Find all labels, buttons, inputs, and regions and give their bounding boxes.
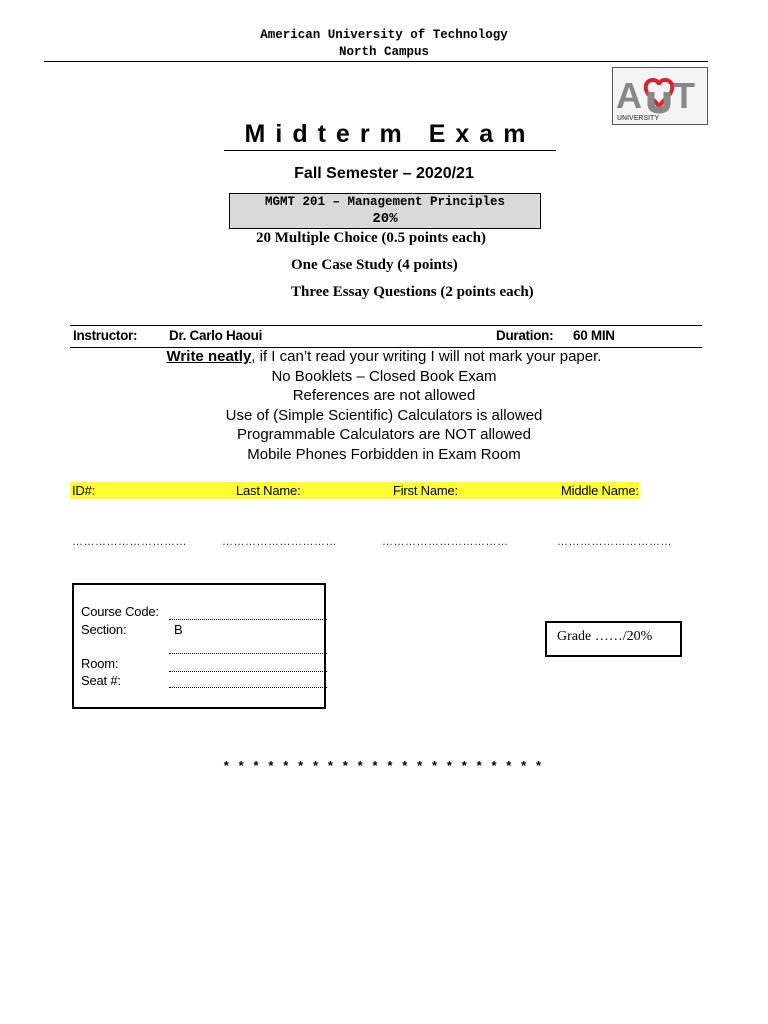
room-label: Room: bbox=[81, 656, 119, 671]
university-name: American University of Technology bbox=[260, 28, 508, 42]
instructor-name: Dr. Carlo Haoui bbox=[169, 328, 263, 343]
write-neatly-emphasis: Write neatly bbox=[166, 348, 252, 365]
last-name-label: Last Name: bbox=[236, 483, 301, 498]
rule-line: Programmable Calculators are NOT allowed bbox=[236, 426, 531, 443]
duration-label: Duration: bbox=[496, 328, 554, 343]
structure-multiple-choice: 20 Multiple Choice (0.5 points each) bbox=[256, 230, 486, 246]
seat-field[interactable] bbox=[169, 687, 327, 688]
grade-text: Grade ……/20% bbox=[557, 629, 653, 644]
student-fields-highlight bbox=[70, 482, 639, 499]
course-name: MGMT 201 – Management Principles bbox=[264, 195, 506, 209]
structure-essay: Three Essay Questions (2 points each) bbox=[291, 284, 534, 300]
logo-letter-a: A bbox=[616, 75, 642, 116]
middle-name-label: Middle Name: bbox=[561, 483, 639, 498]
write-neatly-rest: , if I can’t read your writing I will not mark your paper. bbox=[251, 348, 602, 365]
university-header bbox=[0, 27, 768, 61]
course-box bbox=[229, 193, 541, 229]
course-code-field[interactable] bbox=[169, 619, 327, 620]
last-name-field[interactable]: ………………………… bbox=[222, 536, 337, 548]
first-name-field[interactable]: …………………………… bbox=[382, 536, 509, 548]
exam-rules bbox=[0, 347, 768, 464]
section-field-line[interactable] bbox=[169, 653, 327, 654]
footer-stars: * * * * * * * * * * * * * * * * * * * * * * bbox=[223, 758, 545, 773]
first-name-label: First Name: bbox=[393, 483, 458, 498]
logo-letter-t: T bbox=[673, 75, 695, 116]
rule-line: No Booklets – Closed Book Exam bbox=[271, 367, 497, 385]
seat-label: Seat #: bbox=[81, 673, 121, 688]
header-divider bbox=[44, 61, 708, 62]
rule-line: Mobile Phones Forbidden in Exam Room bbox=[247, 445, 521, 463]
room-field[interactable] bbox=[169, 671, 327, 672]
id-field[interactable]: ………………………… bbox=[72, 536, 187, 548]
course-code-box bbox=[72, 583, 326, 709]
grade-box bbox=[545, 621, 682, 657]
rule-line: References are not allowed bbox=[292, 387, 476, 404]
logo-subtext: UNIVERSITY bbox=[617, 115, 660, 122]
rule-line: Use of (Simple Scientific) Calculators is allowed bbox=[225, 406, 543, 424]
section-value: B bbox=[174, 622, 183, 637]
exam-title: Midterm Exam bbox=[224, 120, 556, 151]
duration-value: 60 MIN bbox=[573, 328, 615, 343]
university-logo bbox=[612, 67, 708, 125]
course-code-label: Course Code: bbox=[81, 604, 159, 619]
campus-name: North Campus bbox=[338, 45, 429, 59]
course-weight: 20% bbox=[372, 211, 398, 227]
section-label: Section: bbox=[81, 622, 127, 637]
instructor-bar bbox=[70, 325, 702, 348]
structure-case-study: One Case Study (4 points) bbox=[291, 257, 458, 273]
rule-write-neatly bbox=[0, 347, 768, 367]
id-label: ID#: bbox=[72, 483, 96, 498]
exam-semester: Fall Semester – 2020/21 bbox=[294, 165, 474, 182]
middle-name-field[interactable]: ………………………… bbox=[557, 536, 672, 548]
instructor-label: Instructor: bbox=[73, 328, 138, 343]
aut-logo-icon bbox=[613, 68, 707, 124]
